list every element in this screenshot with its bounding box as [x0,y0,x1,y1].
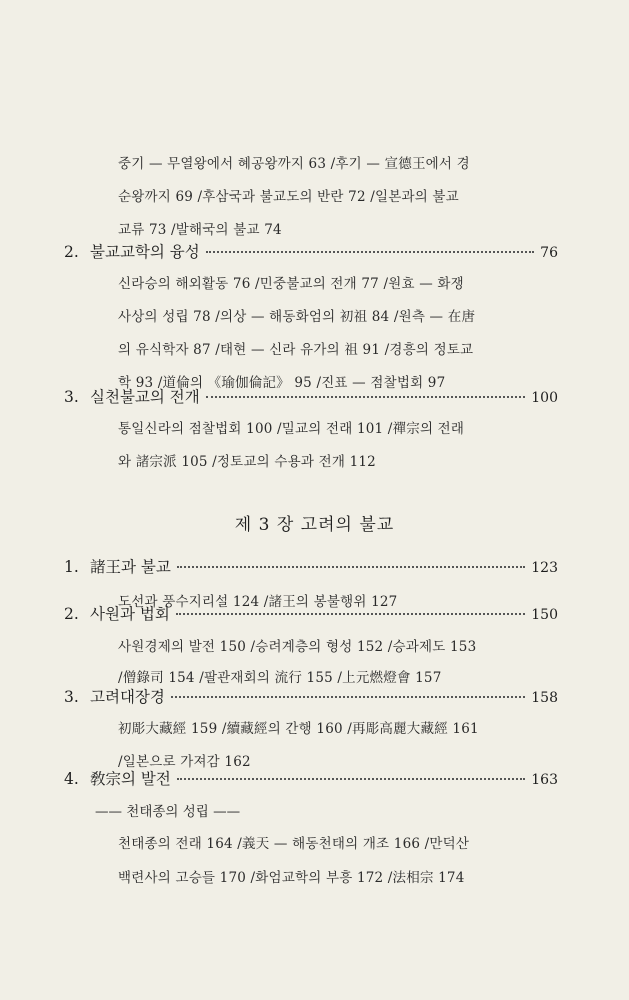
toc-subline: 교류 73 /발해국의 불교 74 [118,222,282,238]
toc-entry [64,602,558,624]
toc-subline: 신라승의 해외활동 76 /민중불교의 전개 77 /원효 — 화쟁 [118,276,464,292]
toc-subline: 백련사의 고승들 170 /화엄교학의 부흥 172 /法相宗 174 [118,870,465,886]
toc-subline: 학 93 /道倫의 《瑜伽倫記》 95 /진표 — 점찰법회 97 [118,375,446,391]
dot-leader [177,778,525,780]
chapter-title: 제 3 장 고려의 불교 [234,515,395,535]
toc-subline: 통일신라의 점찰법회 100 /밀교의 전래 101 /禪宗의 전래 [118,421,465,437]
dot-leader [177,566,525,568]
toc-entry [64,767,558,789]
toc-subline: 도선과 풍수지리설 124 /諸王의 봉불행위 127 [118,594,398,610]
toc-subline: /僧錄司 154 /팔관재회의 流行 155 /上元燃燈會 157 [118,670,442,686]
toc-entry [64,385,558,407]
toc-entry-number: 3. [64,388,79,406]
toc-entry-page: 163 [531,772,558,788]
toc-subline: 初彫大藏經 159 /續藏經의 간행 160 /再彫高麗大藏經 161 [118,721,479,737]
toc-subline: 중기 — 무열왕에서 혜공왕까지 63 /후기 — 宣德王에서 경 [118,156,470,172]
toc-entry-page: 76 [540,245,558,261]
toc-subline: 사원경제의 발전 150 /승려계층의 형성 152 /승과제도 153 [118,639,477,655]
toc-entry [64,240,558,262]
toc-entry [64,555,558,577]
dot-leader [176,613,525,615]
toc-entry [64,685,558,707]
toc-subline: 천태종의 전래 164 /義天 — 해동천태의 개조 166 /만덕산 [118,836,470,852]
dot-leader [171,696,525,698]
toc-subline: 사상의 성립 78 /의상 — 해동화엄의 初祖 84 /원측 — 在唐 [118,309,476,325]
toc-entry-page: 150 [531,607,558,623]
toc-subline: 와 諸宗派 105 /정토교의 수용과 전개 112 [118,454,376,470]
toc-subheading: —— 천태종의 성립 —— [95,804,241,820]
toc-entry-page: 158 [531,690,558,706]
toc-entry-number: 3. [64,688,79,706]
toc-entry-page: 123 [531,560,558,576]
toc-entry-number: 1. [64,558,79,576]
toc-subline: 의 유식학자 87 /태현 — 신라 유가의 祖 91 /경흥의 정토교 [118,342,474,358]
toc-entry-number: 2. [64,243,79,261]
toc-entry-page: 100 [531,390,558,406]
toc-entry-title: 諸王과 불교 [90,558,171,576]
toc-entry-number: 2. [64,605,79,623]
toc-entry-title: 실천불교의 전개 [90,388,200,406]
toc-entry-title: 불교교학의 융성 [90,243,200,261]
toc-entry-title: 고려대장경 [90,688,165,706]
toc-entry-number: 4. [64,770,79,788]
toc-subline: /일본으로 가져감 162 [118,754,251,770]
dot-leader [206,251,534,253]
dot-leader [206,396,526,398]
toc-subline: 순왕까지 69 /후삼국과 불교도의 반란 72 /일본과의 불교 [118,189,459,205]
toc-entry-title: 사원과 법회 [90,605,170,623]
toc-entry-title: 敎宗의 발전 [90,770,171,788]
